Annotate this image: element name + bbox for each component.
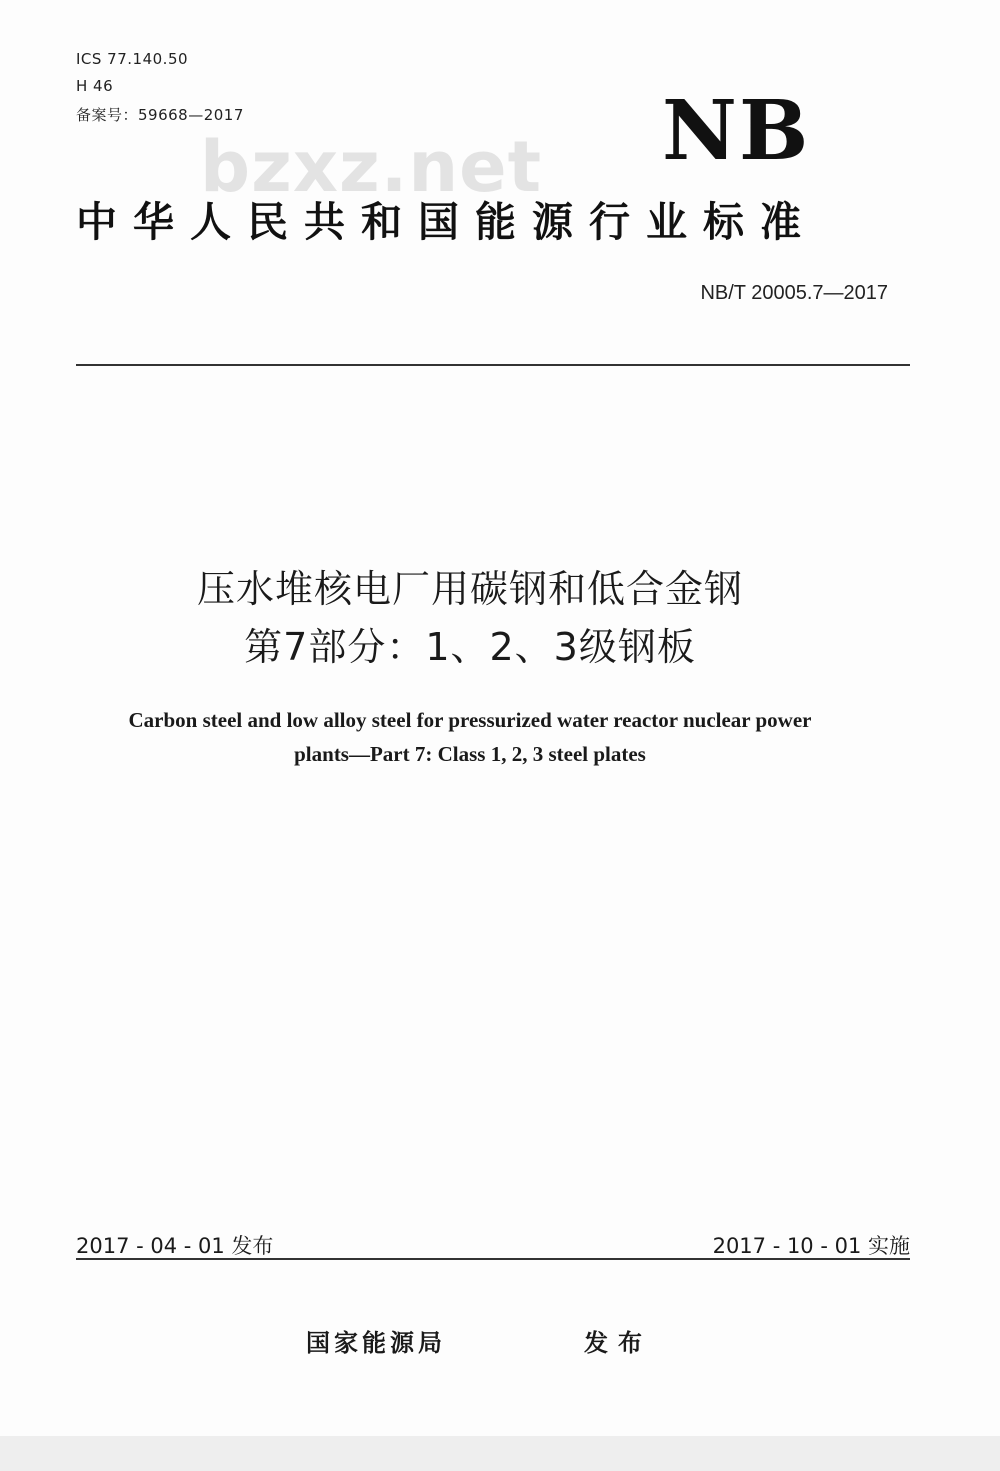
bottom-scroll-band: [0, 1436, 1000, 1471]
nb-logo: NB: [662, 83, 811, 179]
publisher-name: 国家能源局: [306, 1329, 446, 1357]
standard-number: NB/T 20005.7—2017: [700, 282, 888, 304]
issue-date: 2017 - 04 - 01 发布: [76, 1234, 274, 1258]
ics-code: ICS 77.140.50: [76, 50, 189, 68]
standard-organization-title: 中华人民共和国能源行业标准: [76, 198, 817, 246]
implementation-date: 2017 - 10 - 01 实施: [712, 1234, 910, 1258]
publish-label: 发布: [584, 1329, 652, 1357]
title-cn-line2: 第7部分：1、2、3级钢板: [244, 625, 696, 669]
title-en: [60, 703, 880, 771]
record-number: 备案号：59668—2017: [76, 106, 244, 124]
footer-divider: [76, 1258, 910, 1260]
classification-code: H 46: [76, 77, 114, 95]
watermark: bzxz.net: [200, 126, 543, 208]
title-cn-line1: 压水堆核电厂用碳钢和低合金钢: [196, 567, 743, 611]
title-en-line1: Carbon steel and low alloy steel for pressurized water reactor nuclear power: [128, 708, 812, 732]
header-divider: [76, 364, 910, 366]
title-en-line2: plants—Part 7: Class 1, 2, 3 steel plates: [294, 742, 646, 766]
